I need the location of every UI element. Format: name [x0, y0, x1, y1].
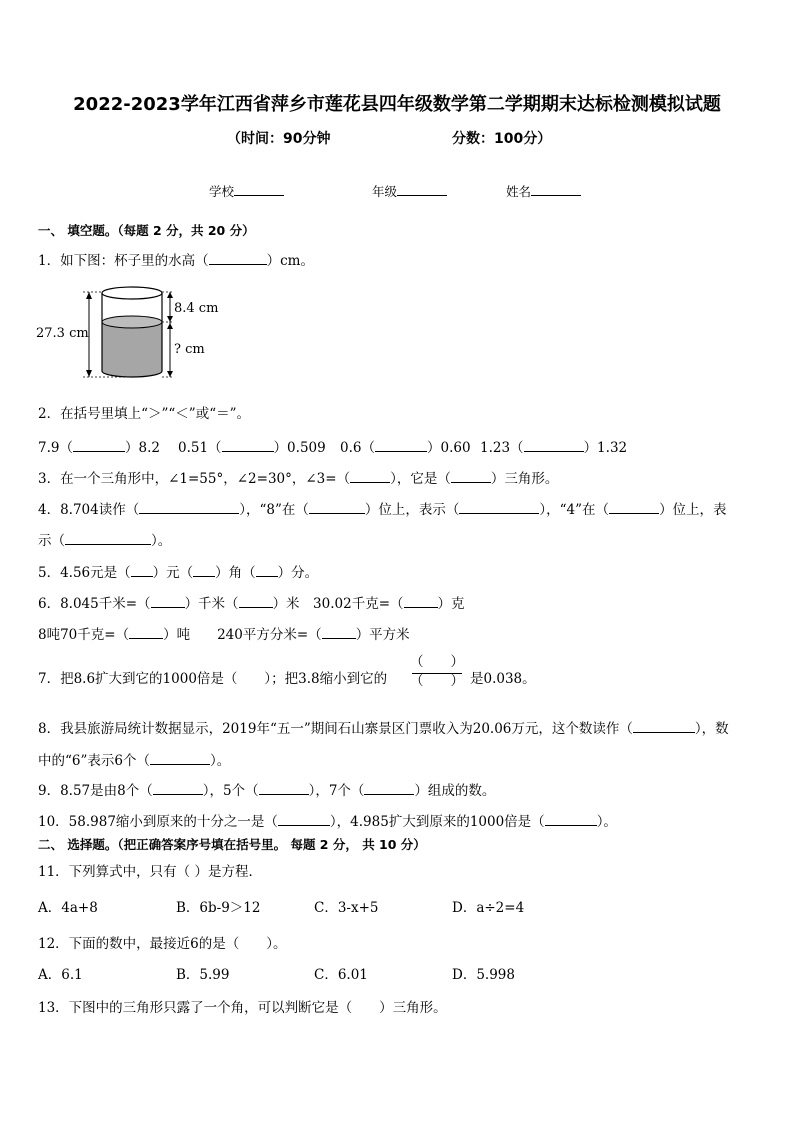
- grade-label: 年级: [372, 184, 398, 199]
- q4-blank-4[interactable]: [609, 501, 659, 514]
- q11-option-a[interactable]: A．4a+8: [38, 900, 98, 916]
- q6-blank-5[interactable]: [322, 626, 356, 639]
- q1-suffix: ）cm。: [266, 253, 314, 269]
- grade-blank[interactable]: [397, 183, 447, 196]
- score-label: 分数：100分）: [452, 131, 552, 147]
- q2-blank-3[interactable]: [375, 439, 427, 452]
- q12-option-a[interactable]: A．6.1: [38, 967, 83, 983]
- q2-blank-1[interactable]: [73, 439, 125, 452]
- q1-text: 1．如下图：杯子里的水高（: [38, 253, 209, 269]
- q6-blank-4[interactable]: [129, 626, 163, 639]
- section-1-heading: 一、 填空题。（每题 2 分，共 20 分）: [38, 223, 255, 238]
- page-title: 2022-2023学年江西省萍乡市莲花县四年级数学第二学期期末达标检测模拟试题: [73, 94, 721, 115]
- q4-blank-1[interactable]: [139, 501, 239, 514]
- q2-item-1: 7.9（ ）8.2: [38, 440, 160, 456]
- q6-blank-2[interactable]: [239, 595, 273, 608]
- water-surface: [102, 316, 162, 328]
- question-13: 13．下图中的三角形只露了一个角，可以判断它是（ ）三角形。: [38, 1000, 447, 1016]
- fraction-denominator[interactable]: （ ）: [410, 673, 464, 689]
- q2-item-4: 1.23（ ）1.32: [480, 440, 628, 456]
- name-label: 姓名: [506, 184, 532, 199]
- q11-option-d[interactable]: D．a÷2=4: [452, 900, 525, 916]
- q5-blank-3[interactable]: [256, 564, 278, 577]
- q7-suffix: 是0.038。: [470, 671, 536, 687]
- question-10: 10．58.987缩小到原来的十分之一是（ ），4.985扩大到原来的1000倍是（ ）。: [38, 814, 617, 830]
- total-height-label: 27.3 cm: [36, 326, 89, 341]
- time-label: （时间：90分钟: [227, 131, 331, 147]
- q10-blank-2[interactable]: [545, 813, 597, 826]
- q6-blank-1[interactable]: [151, 595, 185, 608]
- q4-blank-2[interactable]: [309, 501, 365, 514]
- question-6-line-1: 6．8.045千米=（ ）千米（ ）米 30.02千克=（ ）克: [38, 596, 465, 612]
- cup-figure: [34, 280, 234, 386]
- section-2-heading: 二、 选择题。（把正确答案序号填在括号里。 每题 2 分， 共 10 分）: [38, 837, 426, 852]
- q1-blank[interactable]: [209, 252, 267, 265]
- school-blank[interactable]: [234, 183, 284, 196]
- question-11: 11．下列算式中，只有（ ）是方程．: [38, 864, 262, 880]
- q11-option-c[interactable]: C．3-x+5: [314, 900, 379, 916]
- question-8-line-2: 中的“6”表示6个（ ）。: [38, 753, 231, 769]
- question-2: 2．在括号里填上“＞”“＜”或“＝”。: [38, 406, 250, 422]
- glass-rim: [102, 287, 162, 299]
- grade-field: [372, 183, 447, 199]
- q3-blank-2[interactable]: [451, 470, 491, 483]
- q2-blank-4[interactable]: [524, 439, 584, 452]
- q2-item-2: 0.51（ ）0.509: [178, 440, 326, 456]
- q8-blank-1[interactable]: [633, 720, 695, 733]
- question-4-line-2: 示（ ）。: [38, 533, 172, 549]
- q7-fraction[interactable]: [410, 656, 464, 691]
- q4-blank-3[interactable]: [459, 501, 539, 514]
- q10-blank-1[interactable]: [278, 813, 330, 826]
- q12-option-c[interactable]: C．6.01: [314, 967, 368, 983]
- q2-blank-2[interactable]: [222, 439, 274, 452]
- q9-blank-1[interactable]: [153, 782, 203, 795]
- name-blank[interactable]: [531, 183, 581, 196]
- q12-option-d[interactable]: D．5.998: [452, 967, 515, 983]
- q8-blank-2[interactable]: [150, 752, 210, 765]
- question-12: 12．下面的数中，最接近6的是（ ）。: [38, 936, 287, 952]
- top-gap-label: 8.4 cm: [174, 301, 219, 316]
- name-field: [506, 183, 581, 199]
- q3-blank-1[interactable]: [350, 470, 390, 483]
- question-4-line-1: 4．8.704读作（ ），“8”在（ ）位上，表示（ ），“4”在（ ）位上，表: [38, 502, 727, 518]
- q9-blank-3[interactable]: [364, 782, 414, 795]
- q4-blank-5[interactable]: [65, 532, 151, 545]
- q12-option-b[interactable]: B．5.99: [176, 967, 230, 983]
- q2-item-3: 0.6（ ）0.60: [340, 440, 471, 456]
- question-7: 7．把8.6扩大到它的1000倍是（ ）；把3.8缩小到它的: [38, 671, 388, 687]
- question-5: 5．4.56元是（ ）元（ ）角（ ）分。: [38, 565, 319, 581]
- question-8-line-1: 8．我县旅游局统计数据显示，2019年“五一”期间石山寨景区门票收入为20.06万元，这个数读作（ ），数: [38, 721, 729, 737]
- q5-blank-2[interactable]: [193, 564, 215, 577]
- q5-blank-1[interactable]: [131, 564, 153, 577]
- q11-option-b[interactable]: B．6b-9＞12: [176, 900, 261, 916]
- fraction-numerator[interactable]: （ ）: [410, 654, 464, 670]
- question-6-line-2: 8吨70千克=（ ）吨 240平方分米=（ ）平方米: [38, 627, 410, 643]
- water-height-label: ? cm: [174, 342, 205, 357]
- q6-blank-3[interactable]: [404, 595, 438, 608]
- q9-blank-2[interactable]: [259, 782, 309, 795]
- question-9: 9．8.57是由8个（ ），5个（ ），7个（ ）组成的数。: [38, 783, 496, 799]
- school-field: [209, 183, 284, 199]
- school-label: 学校: [209, 184, 235, 199]
- question-3: 3．在一个三角形中，∠1=55°，∠2=30°，∠3=（ ），它是（ ）三角形。: [38, 471, 559, 487]
- question-1: [38, 252, 314, 269]
